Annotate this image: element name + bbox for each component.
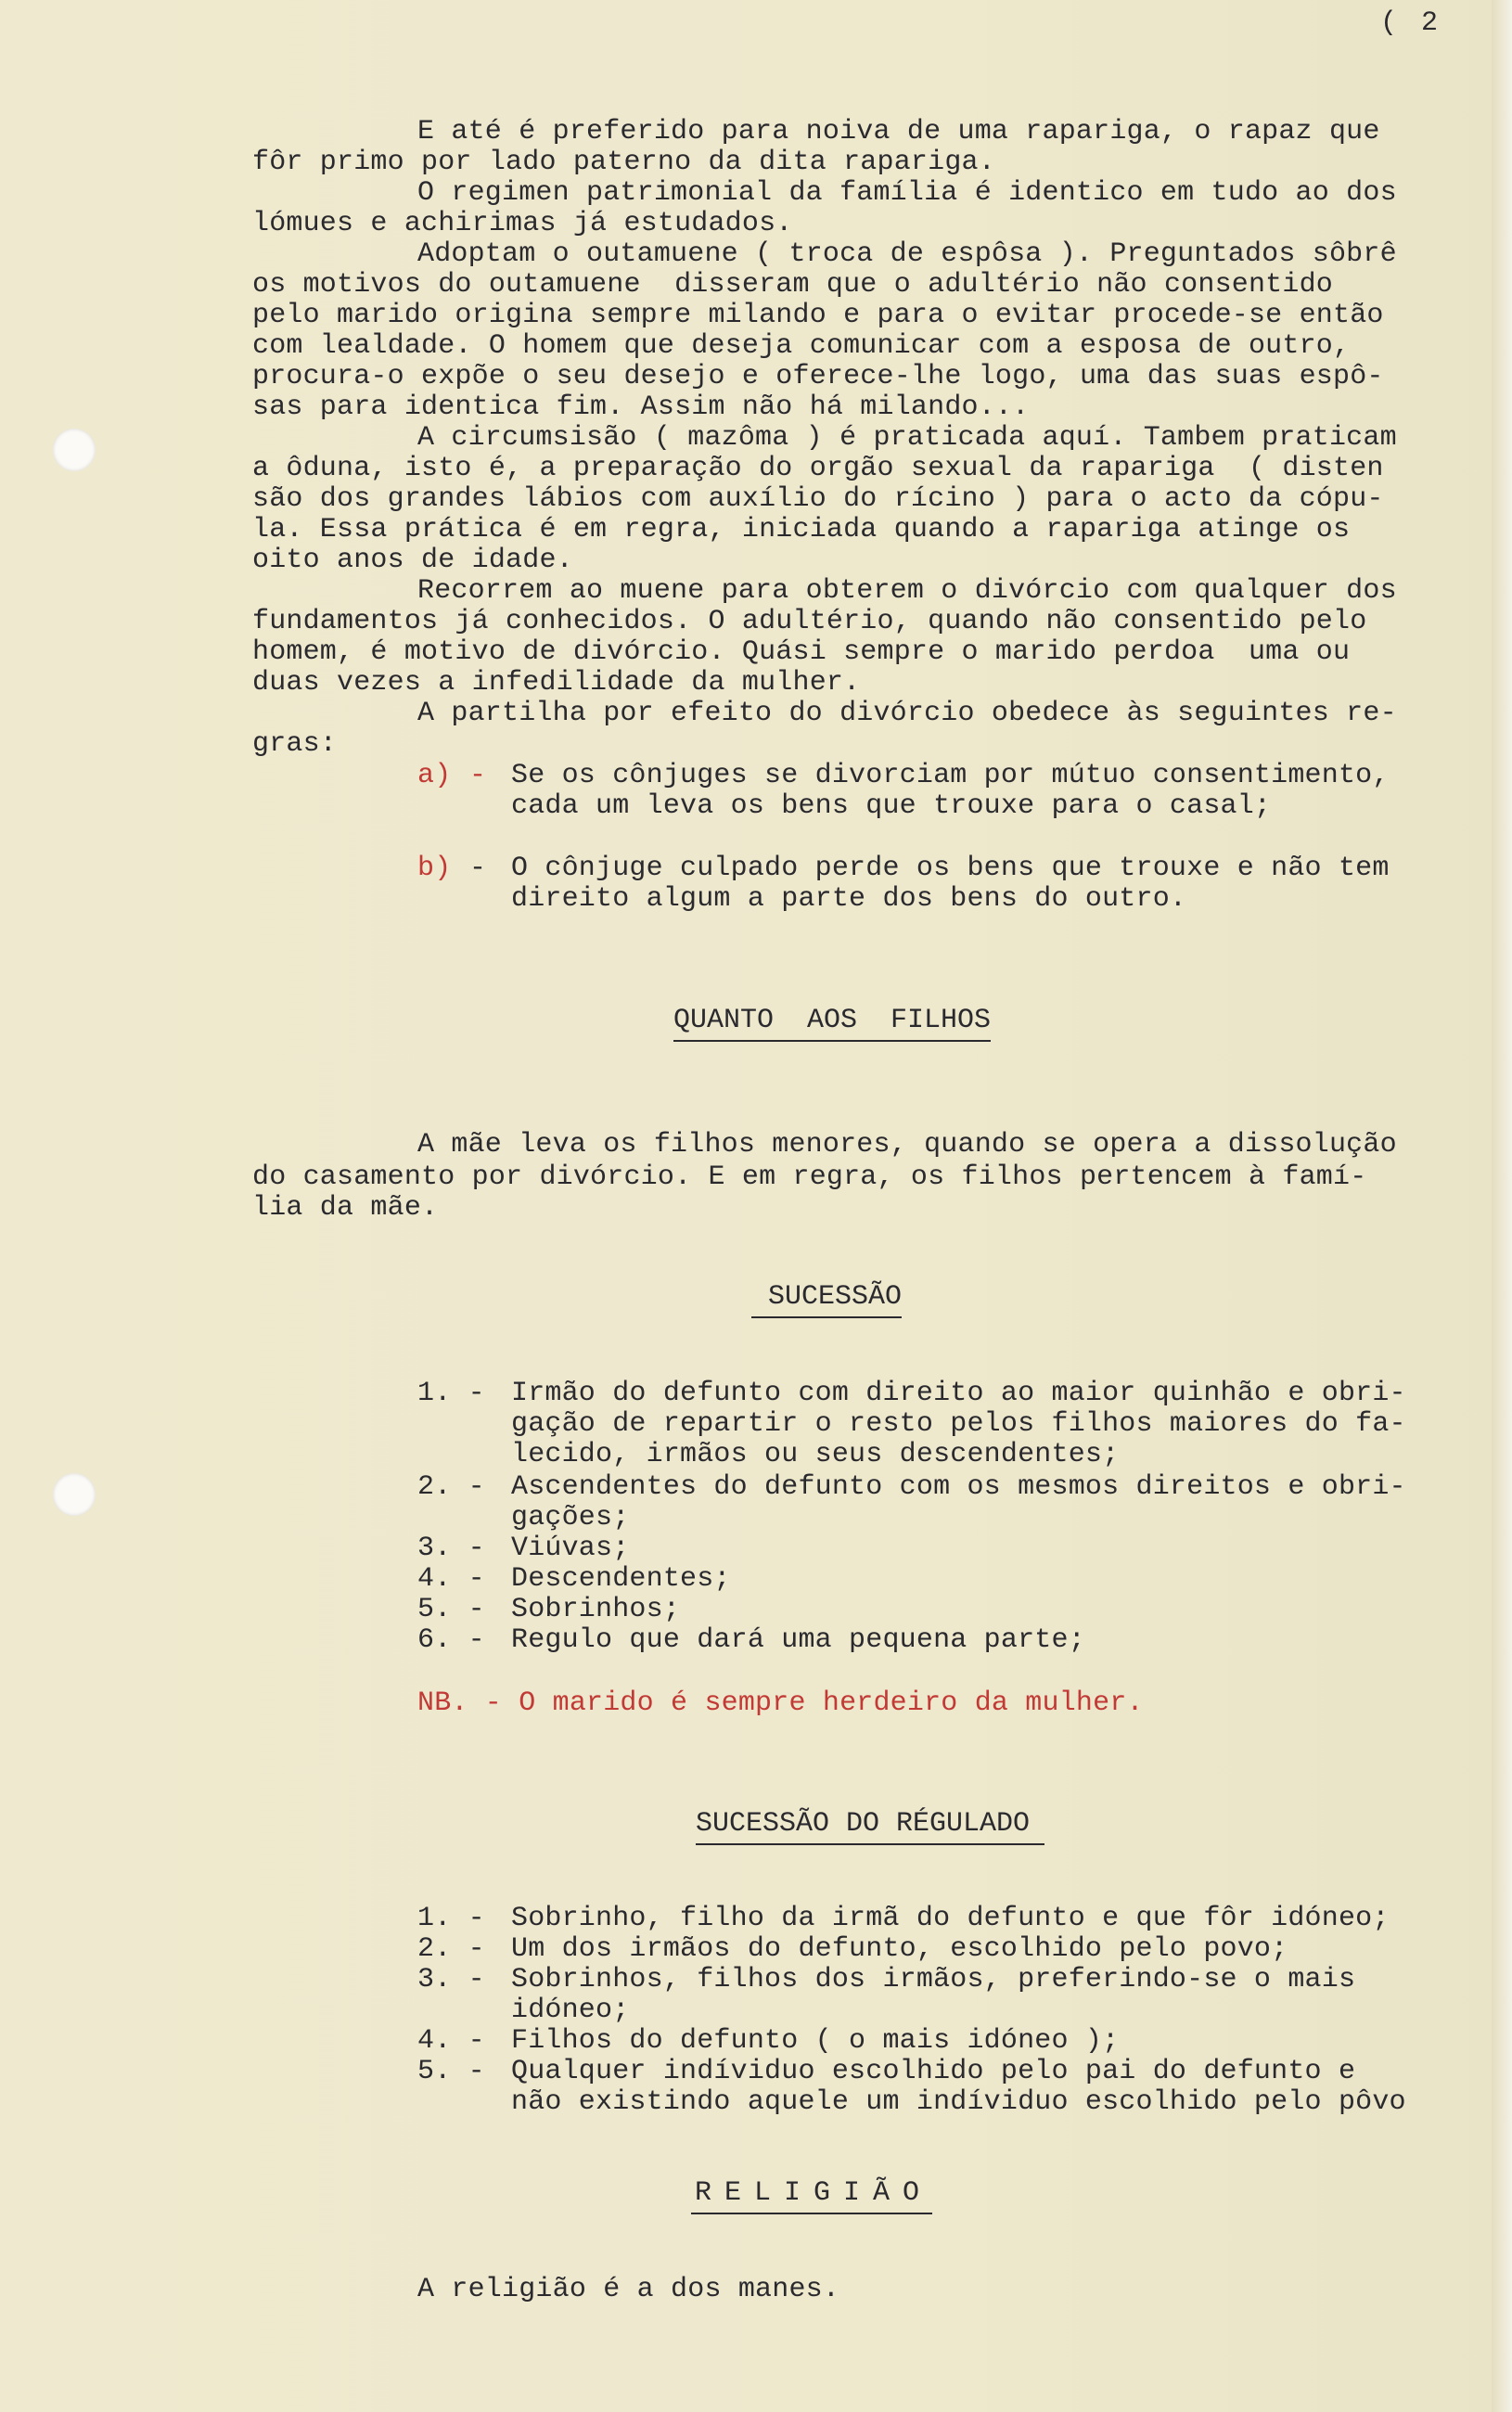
children-heading: QUANTO AOS FILHOS: [673, 1006, 991, 1042]
body-line: lómues e achirimas já estudados.: [252, 208, 793, 239]
body-line: O regimen patrimonial da família é identico em tudo ao dos: [417, 177, 1397, 209]
children-line: lia da mãe.: [252, 1192, 439, 1224]
regulado-line: não existindo aquele um indíviduo escolhido pelo pôvo: [511, 2086, 1406, 2118]
body-line: duas vezes a infedilidade da mulher.: [252, 667, 861, 699]
body-line: pelo marido origina sempre milando e para o evitar procede-se então: [252, 300, 1384, 331]
succession-line: lecido, irmãos ou seus descendentes;: [511, 1439, 1120, 1470]
body-line: Recorrem ao muene para obterem o divórcio com qualquer dos: [417, 575, 1397, 607]
children-line: do casamento por divórcio. E em regra, os filhos pertencem à famí-: [252, 1161, 1367, 1193]
regulado-line: Sobrinhos, filhos dos irmãos, preferindo-se o mais: [511, 1964, 1356, 1995]
rule-line: direito algum a parte dos bens do outro.: [511, 883, 1187, 915]
body-line: A circumsisão ( mazôma ) é praticada aquí. Tambem praticam: [417, 422, 1397, 454]
succession-num: 1. -: [417, 1378, 485, 1409]
body-line: a ôduna, isto é, a preparação do orgão sexual da rapariga ( disten: [252, 453, 1384, 484]
punch-hole-top: [53, 429, 96, 471]
rule-marker: b): [417, 853, 452, 884]
succession-line: gações;: [511, 1502, 630, 1533]
body-line: gras:: [252, 728, 338, 760]
succession-note: NB. - O marido é sempre herdeiro da mulher.: [417, 1687, 1144, 1719]
body-line: são dos grandes lábios com auxílio do rícino ) para o acto da cópu-: [252, 483, 1384, 515]
rule-dash: -: [469, 760, 487, 791]
regulado-heading: SUCESSÃO DO RÉGULADO: [696, 1809, 1044, 1845]
regulado-line: idóneo;: [511, 1995, 630, 2026]
succession-line: gação de repartir o resto pelos filhos maiores do fa-: [511, 1408, 1406, 1440]
regulado-line: Qualquer indíviduo escolhido pelo pai do defunto e: [511, 2056, 1356, 2087]
succession-num: 4. -: [417, 1563, 485, 1595]
body-line: fôr primo por lado paterno da dita rapariga.: [252, 147, 995, 178]
regulado-line: Um dos irmãos do defunto, escolhido pelo povo;: [511, 1933, 1288, 1965]
page-edge: [1492, 0, 1512, 2412]
regulado-num: 3. -: [417, 1964, 485, 1995]
body-line: la. Essa prática é em regra, iniciada quando a rapariga atinge os: [252, 514, 1351, 545]
body-line: sas para identica fim. Assim não há milando...: [252, 391, 1030, 423]
body-line: homem, é motivo de divórcio. Quási sempre o marido perdoa uma ou: [252, 636, 1351, 668]
rule-dash: -: [469, 853, 487, 884]
succession-line: Irmão do defunto com direito ao maior quinhão e obri-: [511, 1378, 1406, 1409]
body-line: E até é preferido para noiva de uma rapariga, o rapaz que: [417, 116, 1380, 148]
succession-heading: SUCESSÃO: [751, 1282, 902, 1318]
rule-line: cada um leva os bens que trouxe para o casal;: [511, 790, 1272, 822]
succession-num: 2. -: [417, 1471, 485, 1503]
rule-marker: a): [417, 760, 452, 791]
punch-hole-bottom: [53, 1473, 96, 1516]
religion-text: A religião é a dos manes.: [417, 2274, 840, 2305]
succession-line: Viúvas;: [511, 1533, 630, 1564]
religion-heading: RELIGIÃO: [691, 2178, 932, 2214]
term-underline: [511, 270, 675, 298]
succession-num: 3. -: [417, 1533, 485, 1564]
rule-line: O cônjuge culpado perde os bens que trouxe e não tem: [511, 853, 1390, 884]
body-line: oito anos de idade.: [252, 545, 573, 576]
regulado-num: 4. -: [417, 2025, 485, 2057]
body-line: procura-o expõe o seu desejo e oferece-lhe logo, uma das suas espô-: [252, 361, 1384, 392]
term-underline: [601, 239, 768, 267]
regulado-num: 2. -: [417, 1933, 485, 1965]
rule-line: Se os cônjuges se divorciam por mútuo consentimento,: [511, 760, 1390, 791]
regulado-line: Filhos do defunto ( o mais idóneo );: [511, 2025, 1120, 2057]
body-line: com lealdade. O homem que deseja comunicar com a esposa de outro,: [252, 330, 1351, 362]
body-line: Adoptam o outamuene ( troca de espôsa ). Preguntados sôbrê: [417, 238, 1397, 270]
succession-num: 6. -: [417, 1624, 485, 1656]
succession-num: 5. -: [417, 1594, 485, 1625]
succession-line: Sobrinhos;: [511, 1594, 681, 1625]
regulado-num: 5. -: [417, 2056, 485, 2087]
body-line: A partilha por efeito do divórcio obedece às seguintes re-: [417, 698, 1397, 729]
succession-line: Ascendentes do defunto com os mesmos direitos e obri-: [511, 1471, 1406, 1503]
children-line: A mãe leva os filhos menores, quando se opera a dissolução: [417, 1129, 1397, 1161]
body-line: os motivos do outamuene disseram que o adultério não consentido: [252, 269, 1333, 301]
body-line: fundamentos já conhecidos. O adultério, quando não consentido pelo: [252, 606, 1367, 637]
regulado-line: Sobrinho, filho da irmã do defunto e que fôr idóneo;: [511, 1903, 1390, 1934]
page-number: ( 2: [1380, 7, 1442, 39]
succession-line: Regulo que dará uma pequena parte;: [511, 1624, 1085, 1656]
succession-line: Descendentes;: [511, 1563, 731, 1595]
regulado-num: 1. -: [417, 1903, 485, 1934]
